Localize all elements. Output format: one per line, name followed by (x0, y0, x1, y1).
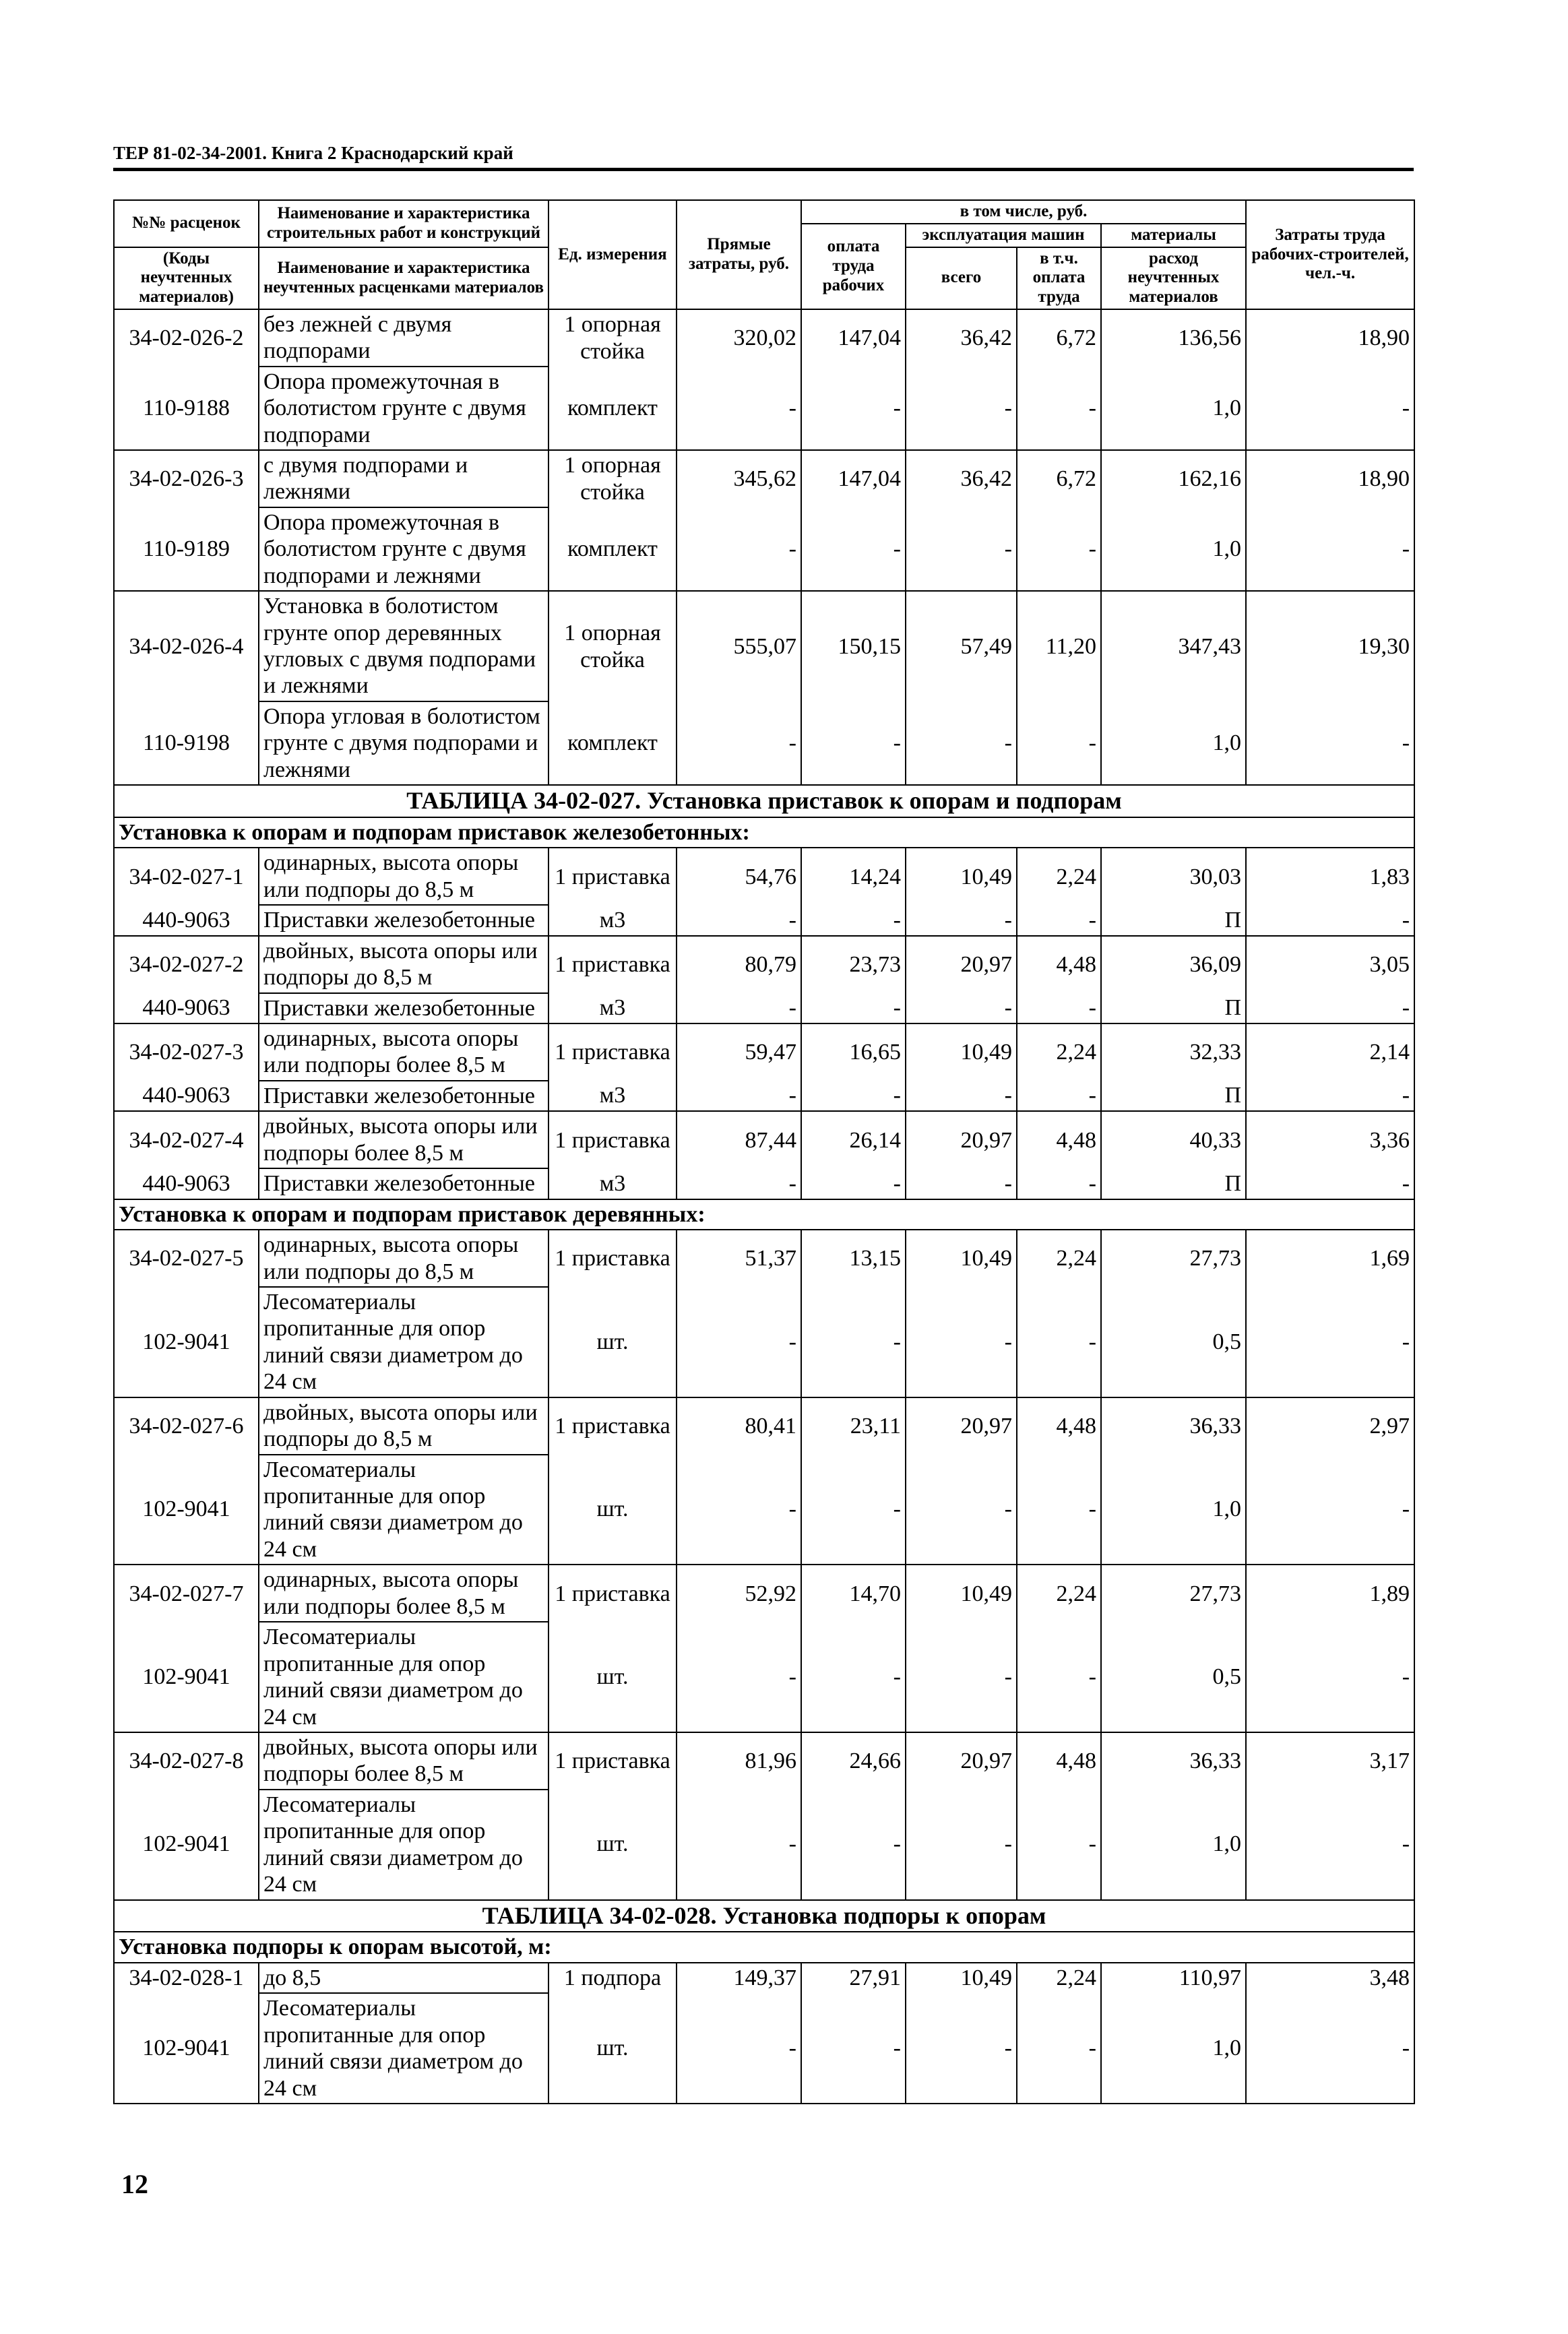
machines-labor-cell: - (1017, 905, 1101, 935)
code-cell: 34-02-028-1 (114, 1963, 259, 1993)
labor-pay-cell: - (801, 993, 906, 1023)
rate-row (114, 1565, 1414, 1622)
machines-labor-cell: - (1017, 1081, 1101, 1111)
material-row (114, 367, 1414, 450)
unit-cell: 1 приставка (548, 1565, 677, 1622)
machines-total-cell: 20,97 (906, 1397, 1017, 1455)
table-title: ТАБЛИЦА 34-02-028. Установка подпоры к опорам (114, 1900, 1414, 1932)
name-cell: Лесоматериалы пропитанные для опор линий связи диаметром до 24 см (259, 1790, 548, 1900)
machines-total-cell: - (906, 1081, 1017, 1111)
material-row (114, 507, 1414, 591)
materials-cell: П (1101, 993, 1246, 1023)
material-row (114, 1287, 1414, 1397)
materials-cell: П (1101, 905, 1246, 935)
name-cell: одинарных, высота опоры или подпоры более 8,5 м (259, 1565, 548, 1622)
labor-hours-cell: - (1246, 507, 1414, 591)
machines-labor-cell: 4,48 (1017, 1732, 1101, 1790)
materials-cell: 1,0 (1101, 701, 1246, 785)
labor-pay-cell: - (801, 1993, 906, 2104)
unit-cell: 1 приставка (548, 1732, 677, 1790)
labor-hours-cell: - (1246, 1622, 1414, 1732)
labor-hours-cell: - (1246, 993, 1414, 1023)
header-labor-cost: Затраты труда рабочих-строителей, чел.-ч. (1246, 200, 1414, 309)
name-cell: Лесоматериалы пропитанные для опор линий связи диаметром до 24 см (259, 1287, 548, 1397)
materials-cell: 32,33 (1101, 1023, 1246, 1081)
machines-labor-cell: 4,48 (1017, 1397, 1101, 1455)
labor-pay-cell: 27,91 (801, 1963, 906, 1993)
machines-labor-cell: 2,24 (1017, 1230, 1101, 1287)
materials-cell: 0,5 (1101, 1622, 1246, 1732)
rate-row (114, 848, 1414, 905)
section-heading: Установка к опорам и подпорам приставок железобетонных: (114, 817, 1414, 848)
code-cell: 440-9063 (114, 993, 259, 1023)
unit-cell: 1 приставка (548, 1023, 677, 1081)
materials-cell: 347,43 (1101, 591, 1246, 701)
machines-labor-cell: - (1017, 1168, 1101, 1199)
labor-hours-cell: 19,30 (1246, 591, 1414, 701)
machines-total-cell: - (906, 701, 1017, 785)
machines-labor-cell: 4,48 (1017, 936, 1101, 993)
machines-total-cell: - (906, 905, 1017, 935)
materials-cell: 30,03 (1101, 848, 1246, 905)
unit-cell: комплект (548, 701, 677, 785)
name-cell: Лесоматериалы пропитанные для опор линий связи диаметром до 24 см (259, 1993, 548, 2104)
materials-cell: 1,0 (1101, 1790, 1246, 1900)
materials-cell: 1,0 (1101, 1455, 1246, 1565)
machines-labor-cell: 2,24 (1017, 1565, 1101, 1622)
code-cell: 440-9063 (114, 905, 259, 935)
materials-cell: П (1101, 1168, 1246, 1199)
material-row (114, 701, 1414, 785)
machines-total-cell: 20,97 (906, 1111, 1017, 1168)
rate-row (114, 1111, 1414, 1168)
machines-labor-cell: 2,24 (1017, 1023, 1101, 1081)
name-cell: с двумя подпорами и лежнями (259, 450, 548, 507)
header-name-bottom: Наименование и характеристика неучтенных расценками материалов (259, 247, 548, 309)
section-heading: Установка к опорам и подпорам приставок деревянных: (114, 1199, 1414, 1230)
name-cell: Опора промежуточная в болотистом грунте с двумя подпорами (259, 367, 548, 450)
rate-row (114, 309, 1414, 367)
code-cell: 34-02-027-6 (114, 1397, 259, 1455)
table-title-row (114, 1900, 1414, 1932)
direct-cost-cell: 59,47 (677, 1023, 801, 1081)
rate-row (114, 1230, 1414, 1287)
materials-cell: 1,0 (1101, 507, 1246, 591)
name-cell: двойных, высота опоры или подпоры более 8,5 м (259, 1111, 548, 1168)
unit-cell: шт. (548, 1993, 677, 2104)
unit-cell: 1 опорная стойка (548, 309, 677, 367)
machines-labor-cell: - (1017, 507, 1101, 591)
name-cell: Приставки железобетонные (259, 993, 548, 1023)
labor-pay-cell: - (801, 507, 906, 591)
header-machines-total: всего (906, 247, 1017, 309)
machines-labor-cell: - (1017, 1287, 1101, 1397)
machines-labor-cell: 4,48 (1017, 1111, 1101, 1168)
direct-cost-cell: - (677, 367, 801, 450)
labor-pay-cell: - (801, 1790, 906, 1900)
code-cell: 440-9063 (114, 1168, 259, 1199)
labor-hours-cell: 18,90 (1246, 450, 1414, 507)
unit-cell: 1 приставка (548, 1230, 677, 1287)
labor-pay-cell: - (801, 1287, 906, 1397)
labor-pay-cell: 16,65 (801, 1023, 906, 1081)
header-unit: Ед. измерения (548, 200, 677, 309)
code-cell: 102-9041 (114, 1993, 259, 2104)
machines-labor-cell: - (1017, 1790, 1101, 1900)
machines-labor-cell: - (1017, 993, 1101, 1023)
code-cell: 102-9041 (114, 1287, 259, 1397)
name-cell: Приставки железобетонные (259, 1168, 548, 1199)
labor-hours-cell: 18,90 (1246, 309, 1414, 367)
name-cell: Опора промежуточная в болотистом грунте с двумя подпорами и лежнями (259, 507, 548, 591)
labor-hours-cell: - (1246, 367, 1414, 450)
direct-cost-cell: 87,44 (677, 1111, 801, 1168)
machines-total-cell: - (906, 1168, 1017, 1199)
labor-hours-cell: 2,14 (1246, 1023, 1414, 1081)
header-direct-costs: Прямые затраты, руб. (677, 200, 801, 309)
unit-cell: м3 (548, 993, 677, 1023)
code-cell: 34-02-026-4 (114, 591, 259, 701)
name-cell: одинарных, высота опоры или подпоры до 8,5 м (259, 1230, 548, 1287)
unit-cell: м3 (548, 1168, 677, 1199)
name-cell: двойных, высота опоры или подпоры до 8,5 м (259, 1397, 548, 1455)
code-cell: 34-02-026-2 (114, 309, 259, 367)
materials-cell: 162,16 (1101, 450, 1246, 507)
direct-cost-cell: - (677, 701, 801, 785)
machines-total-cell: - (906, 1455, 1017, 1565)
materials-cell: 0,5 (1101, 1287, 1246, 1397)
name-cell: Опора угловая в болотистом грунте с двумя подпорами и лежнями (259, 701, 548, 785)
machines-total-cell: - (906, 367, 1017, 450)
material-row (114, 1993, 1414, 2104)
code-cell: 102-9041 (114, 1622, 259, 1732)
header-machines-labor: в т.ч. оплата труда (1017, 247, 1101, 309)
direct-cost-cell: - (677, 507, 801, 591)
unit-cell: 1 опорная стойка (548, 450, 677, 507)
unit-cell: м3 (548, 905, 677, 935)
material-row (114, 1081, 1414, 1111)
machines-labor-cell: - (1017, 1993, 1101, 2104)
header-materials: материалы (1101, 224, 1246, 247)
machines-labor-cell: 6,72 (1017, 450, 1101, 507)
direct-cost-cell: 80,79 (677, 936, 801, 993)
unit-cell: м3 (548, 1081, 677, 1111)
direct-cost-cell: 54,76 (677, 848, 801, 905)
code-cell: 34-02-027-3 (114, 1023, 259, 1081)
machines-total-cell: 20,97 (906, 936, 1017, 993)
unit-cell: 1 приставка (548, 1397, 677, 1455)
document-header: ТЕР 81-02-34-2001. Книга 2 Краснодарский край (113, 143, 1414, 171)
code-cell: 34-02-027-4 (114, 1111, 259, 1168)
materials-cell: 136,56 (1101, 309, 1246, 367)
rate-row (114, 1963, 1414, 1993)
header-code-top: №№ расценок (114, 200, 259, 247)
labor-pay-cell: 13,15 (801, 1230, 906, 1287)
rate-row (114, 1732, 1414, 1790)
header-including: в том числе, руб. (801, 200, 1246, 224)
labor-hours-cell: 2,97 (1246, 1397, 1414, 1455)
materials-cell: 27,73 (1101, 1230, 1246, 1287)
code-cell: 34-02-026-3 (114, 450, 259, 507)
direct-cost-cell: - (677, 905, 801, 935)
direct-cost-cell: - (677, 1168, 801, 1199)
labor-pay-cell: 23,11 (801, 1397, 906, 1455)
direct-cost-cell: 81,96 (677, 1732, 801, 1790)
material-row (114, 1455, 1414, 1565)
machines-labor-cell: - (1017, 701, 1101, 785)
labor-pay-cell: - (801, 1168, 906, 1199)
direct-cost-cell: 555,07 (677, 591, 801, 701)
machines-total-cell: 10,49 (906, 1963, 1017, 1993)
name-cell: Лесоматериалы пропитанные для опор линий связи диаметром до 24 см (259, 1455, 548, 1565)
materials-cell: 40,33 (1101, 1111, 1246, 1168)
header-code-bottom: (Коды неучтенных материалов) (114, 247, 259, 309)
materials-cell: 110,97 (1101, 1963, 1246, 1993)
machines-labor-cell: 2,24 (1017, 1963, 1101, 1993)
name-cell: Приставки железобетонные (259, 905, 548, 935)
materials-cell: 27,73 (1101, 1565, 1246, 1622)
rate-row (114, 1397, 1414, 1455)
name-cell: без лежней с двумя подпорами (259, 309, 548, 367)
rate-row (114, 1023, 1414, 1081)
labor-hours-cell: 3,48 (1246, 1963, 1414, 1993)
materials-cell: 36,09 (1101, 936, 1246, 993)
header-labor-pay: оплата труда рабочих (801, 224, 906, 309)
unit-cell: 1 опорная стойка (548, 591, 677, 701)
material-row (114, 1168, 1414, 1199)
machines-total-cell: - (906, 1993, 1017, 2104)
labor-pay-cell: - (801, 367, 906, 450)
direct-cost-cell: - (677, 1455, 801, 1565)
unit-cell: 1 приставка (548, 1111, 677, 1168)
rate-row (114, 450, 1414, 507)
unit-cell: 1 приставка (548, 936, 677, 993)
labor-pay-cell: - (801, 701, 906, 785)
labor-pay-cell: 14,70 (801, 1565, 906, 1622)
labor-hours-cell: 3,17 (1246, 1732, 1414, 1790)
machines-total-cell: 10,49 (906, 1565, 1017, 1622)
labor-pay-cell: 14,24 (801, 848, 906, 905)
header-name-top: Наименование и характеристика строительных работ и конструкций (259, 200, 548, 247)
materials-cell: 36,33 (1101, 1397, 1246, 1455)
name-cell: одинарных, высота опоры или подпоры более 8,5 м (259, 1023, 548, 1081)
table-title-row (114, 785, 1414, 817)
machines-labor-cell: - (1017, 1622, 1101, 1732)
machines-total-cell: - (906, 1622, 1017, 1732)
section-row (114, 1199, 1414, 1230)
table-title: ТАБЛИЦА 34-02-027. Установка приставок к опорам и подпорам (114, 785, 1414, 817)
name-cell: двойных, высота опоры или подпоры до 8,5 м (259, 936, 548, 993)
direct-cost-cell: 80,41 (677, 1397, 801, 1455)
labor-hours-cell: - (1246, 1081, 1414, 1111)
machines-total-cell: 10,49 (906, 1023, 1017, 1081)
labor-hours-cell: 1,89 (1246, 1565, 1414, 1622)
direct-cost-cell: 345,62 (677, 450, 801, 507)
code-cell: 34-02-027-2 (114, 936, 259, 993)
code-cell: 34-02-027-7 (114, 1565, 259, 1622)
labor-hours-cell: 1,83 (1246, 848, 1414, 905)
code-cell: 110-9188 (114, 367, 259, 450)
direct-cost-cell: 320,02 (677, 309, 801, 367)
name-cell: одинарных, высота опоры или подпоры до 8,5 м (259, 848, 548, 905)
labor-pay-cell: 24,66 (801, 1732, 906, 1790)
rates-table (113, 199, 1415, 2104)
code-cell: 110-9198 (114, 701, 259, 785)
direct-cost-cell: - (677, 993, 801, 1023)
labor-pay-cell: - (801, 905, 906, 935)
direct-cost-cell: - (677, 1790, 801, 1900)
machines-total-cell: 10,49 (906, 1230, 1017, 1287)
machines-total-cell: 20,97 (906, 1732, 1017, 1790)
labor-pay-cell: 23,73 (801, 936, 906, 993)
materials-cell: П (1101, 1081, 1246, 1111)
machines-total-cell: 36,42 (906, 309, 1017, 367)
rate-row (114, 936, 1414, 993)
direct-cost-cell: 149,37 (677, 1963, 801, 1993)
section-row (114, 817, 1414, 848)
machines-labor-cell: - (1017, 367, 1101, 450)
labor-hours-cell: - (1246, 905, 1414, 935)
machines-labor-cell: - (1017, 1455, 1101, 1565)
section-row (114, 1932, 1414, 1962)
name-cell: до 8,5 (259, 1963, 548, 1993)
labor-pay-cell: 26,14 (801, 1111, 906, 1168)
material-row (114, 993, 1414, 1023)
page-number: 12 (121, 2169, 148, 2199)
unit-cell: шт. (548, 1287, 677, 1397)
machines-total-cell: 57,49 (906, 591, 1017, 701)
header-materials-unaccounted: расход неучтенных материалов (1101, 247, 1246, 309)
machines-total-cell: - (906, 1287, 1017, 1397)
unit-cell: комплект (548, 507, 677, 591)
name-cell: Лесоматериалы пропитанные для опор линий связи диаметром до 24 см (259, 1622, 548, 1732)
unit-cell: комплект (548, 367, 677, 450)
direct-cost-cell: 51,37 (677, 1230, 801, 1287)
code-cell: 34-02-027-8 (114, 1732, 259, 1790)
labor-pay-cell: 150,15 (801, 591, 906, 701)
labor-pay-cell: - (801, 1622, 906, 1732)
labor-hours-cell: - (1246, 1168, 1414, 1199)
machines-total-cell: - (906, 993, 1017, 1023)
material-row (114, 905, 1414, 935)
direct-cost-cell: - (677, 1287, 801, 1397)
direct-cost-cell: - (677, 1081, 801, 1111)
material-row (114, 1622, 1414, 1732)
labor-hours-cell: - (1246, 701, 1414, 785)
name-cell: Установка в болотистом грунте опор деревянных угловых с двумя подпорами и лежнями (259, 591, 548, 701)
code-cell: 34-02-027-5 (114, 1230, 259, 1287)
labor-hours-cell: - (1246, 1287, 1414, 1397)
materials-cell: 36,33 (1101, 1732, 1246, 1790)
labor-pay-cell: - (801, 1081, 906, 1111)
unit-cell: 1 подпора (548, 1963, 677, 1993)
name-cell: двойных, высота опоры или подпоры более 8,5 м (259, 1732, 548, 1790)
labor-pay-cell: 147,04 (801, 450, 906, 507)
labor-hours-cell: - (1246, 1455, 1414, 1565)
labor-hours-cell: - (1246, 1993, 1414, 2104)
header-machines: эксплуатация машин (906, 224, 1101, 247)
labor-pay-cell: 147,04 (801, 309, 906, 367)
machines-labor-cell: 11,20 (1017, 591, 1101, 701)
machines-total-cell: - (906, 507, 1017, 591)
labor-hours-cell: - (1246, 1790, 1414, 1900)
table-body (114, 309, 1414, 2104)
labor-pay-cell: - (801, 1455, 906, 1565)
machines-labor-cell: 2,24 (1017, 848, 1101, 905)
direct-cost-cell: - (677, 1993, 801, 2104)
section-heading: Установка подпоры к опорам высотой, м: (114, 1932, 1414, 1962)
code-cell: 102-9041 (114, 1790, 259, 1900)
code-cell: 102-9041 (114, 1455, 259, 1565)
name-cell: Приставки железобетонные (259, 1081, 548, 1111)
material-row (114, 1790, 1414, 1900)
rate-row (114, 591, 1414, 701)
unit-cell: шт. (548, 1622, 677, 1732)
machines-total-cell: 10,49 (906, 848, 1017, 905)
labor-hours-cell: 1,69 (1246, 1230, 1414, 1287)
machines-total-cell: 36,42 (906, 450, 1017, 507)
unit-cell: шт. (548, 1790, 677, 1900)
code-cell: 110-9189 (114, 507, 259, 591)
labor-hours-cell: 3,05 (1246, 936, 1414, 993)
unit-cell: шт. (548, 1455, 677, 1565)
direct-cost-cell: 52,92 (677, 1565, 801, 1622)
machines-labor-cell: 6,72 (1017, 309, 1101, 367)
materials-cell: 1,0 (1101, 367, 1246, 450)
labor-hours-cell: 3,36 (1246, 1111, 1414, 1168)
direct-cost-cell: - (677, 1622, 801, 1732)
code-cell: 34-02-027-1 (114, 848, 259, 905)
code-cell: 440-9063 (114, 1081, 259, 1111)
materials-cell: 1,0 (1101, 1993, 1246, 2104)
machines-total-cell: - (906, 1790, 1017, 1900)
unit-cell: 1 приставка (548, 848, 677, 905)
